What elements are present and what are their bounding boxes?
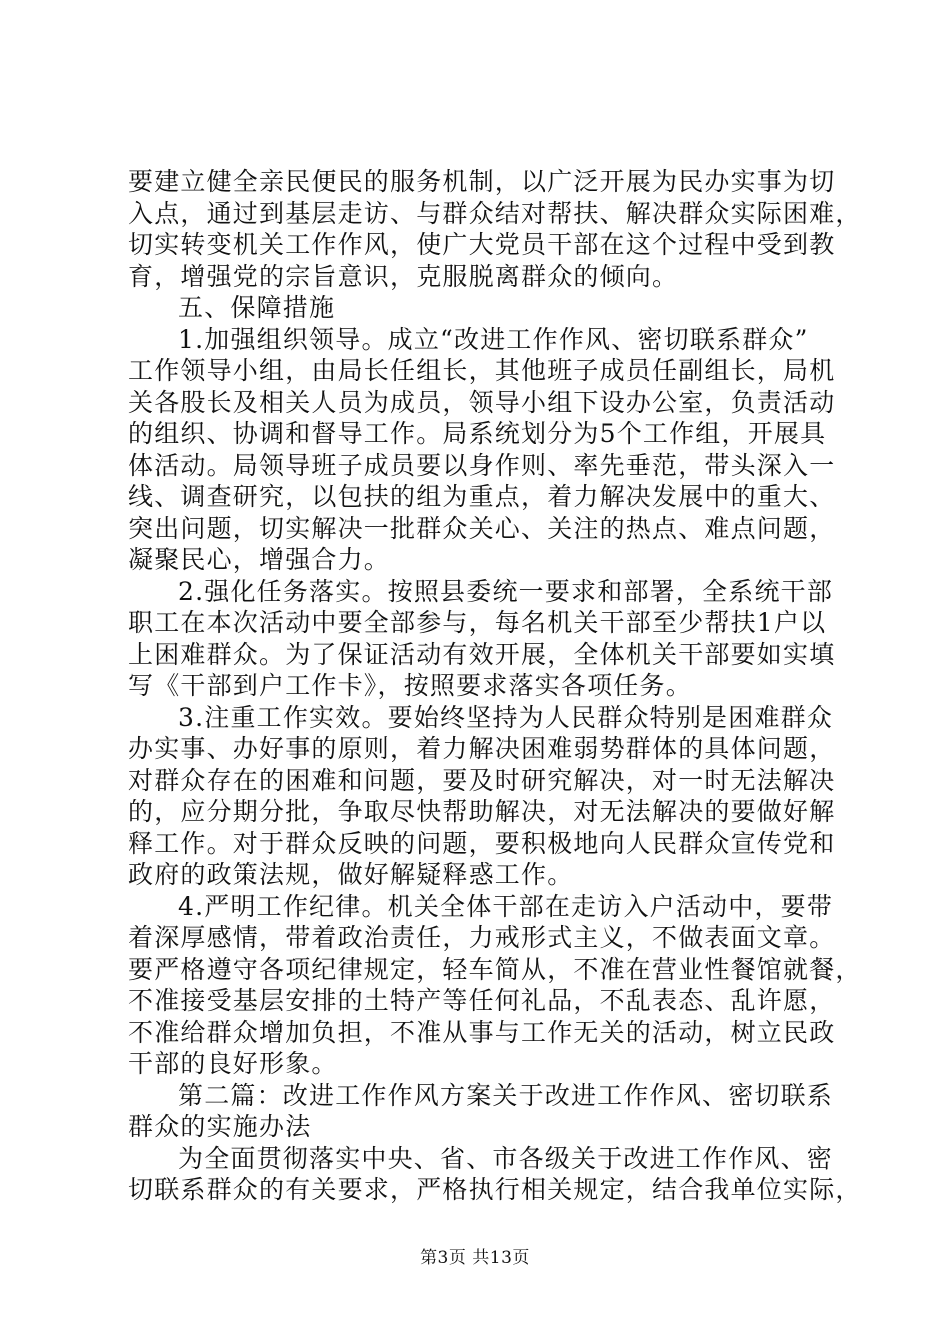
text-line: 着深厚感情，带着政治责任，力戒形式主义，不做表面文章。 xyxy=(128,923,836,952)
text-line: 对群众存在的困难和问题，要及时研究解决，对一时无法解决 xyxy=(128,765,836,795)
text-line: 突出问题，切实解决一批群众关心、关注的热点、难点问题， xyxy=(128,513,836,543)
page-footer: 第3页 共13页 xyxy=(420,1248,530,1268)
text-line: 切实转变机关工作作风，使广大党员干部在这个过程中受到教 xyxy=(128,230,836,259)
text-line: 上困难群众。为了保证活动有效开展，全体机关干部要如实填 xyxy=(128,639,836,669)
text-line: 3.注重工作实效。要始终坚持为人民群众特别是困难群众 xyxy=(178,702,834,732)
text-line: 1.加强组织领导。成立“改进工作作风、密切联系群众” xyxy=(178,324,809,354)
text-line: 五、保障措施 xyxy=(178,293,336,322)
text-line: 关各股长及相关人员为成员，领导小组下设办公室，负责活动 xyxy=(128,387,836,417)
text-line: 群众的实施办法 xyxy=(128,1112,312,1141)
text-line: 写《干部到户工作卡》，按照要求落实各项任务。 xyxy=(128,671,692,700)
document-body xyxy=(128,166,862,1206)
text-line: 的，应分期分批，争取尽快帮助解决，对无法解决的要做好解 xyxy=(128,797,836,826)
text-line: 线、调查研究，以包扶的组为重点，着力解决发展中的重大、 xyxy=(128,482,836,511)
text-line: 工作领导小组，由局长任组长，其他班子成员任副组长，局机 xyxy=(128,356,836,385)
text-line: 政府的政策法规，做好解疑释惑工作。 xyxy=(128,860,574,889)
text-line: 入点，通过到基层走访、与群众结对帮扶、解决群众实际困难， xyxy=(128,198,862,228)
text-line: 第二篇：改进工作作风方案关于改进工作作风、密切联系 xyxy=(178,1080,834,1110)
text-line: 干部的良好形象。 xyxy=(128,1049,338,1078)
text-line: 要建立健全亲民便民的服务机制，以广泛开展为民办实事为切 xyxy=(128,167,836,196)
text-line: 2.强化任务落实。按照县委统一要求和部署，全系统干部 xyxy=(178,576,834,606)
text-line: 要严格遵守各项纪律规定，轻车简从，不准在营业性餐馆就餐， xyxy=(128,954,862,984)
text-line: 为全面贯彻落实中央、省、市各级关于改进工作作风、密 xyxy=(178,1143,834,1173)
text-line: 办实事、办好事的原则，着力解决困难弱势群体的具体问题， xyxy=(128,734,836,763)
text-line: 的组织、协调和督导工作。局系统划分为5个工作组，开展具 xyxy=(128,419,827,448)
text-line: 凝聚民心，增强合力。 xyxy=(128,545,391,574)
text-line: 释工作。对于群众反映的问题，要积极地向人民群众宣传党和 xyxy=(128,828,836,858)
text-line: 切联系群众的有关要求，严格执行相关规定，结合我单位实际， xyxy=(128,1175,862,1204)
text-line: 职工在本次活动中要全部参与，每名机关干部至少帮扶1户以 xyxy=(128,608,827,637)
text-line: 不准接受基层安排的土特产等任何礼品，不乱表态、乱许愿， xyxy=(128,986,836,1015)
text-line: 不准给群众增加负担，不准从事与工作无关的活动，树立民政 xyxy=(128,1017,836,1047)
text-line: 体活动。局领导班子成员要以身作则、率先垂范，带头深入一 xyxy=(128,450,836,480)
text-line: 4.严明工作纪律。机关全体干部在走访入户活动中，要带 xyxy=(178,891,834,921)
text-line: 育，增强党的宗旨意识，克服脱离群众的倾向。 xyxy=(128,261,679,291)
